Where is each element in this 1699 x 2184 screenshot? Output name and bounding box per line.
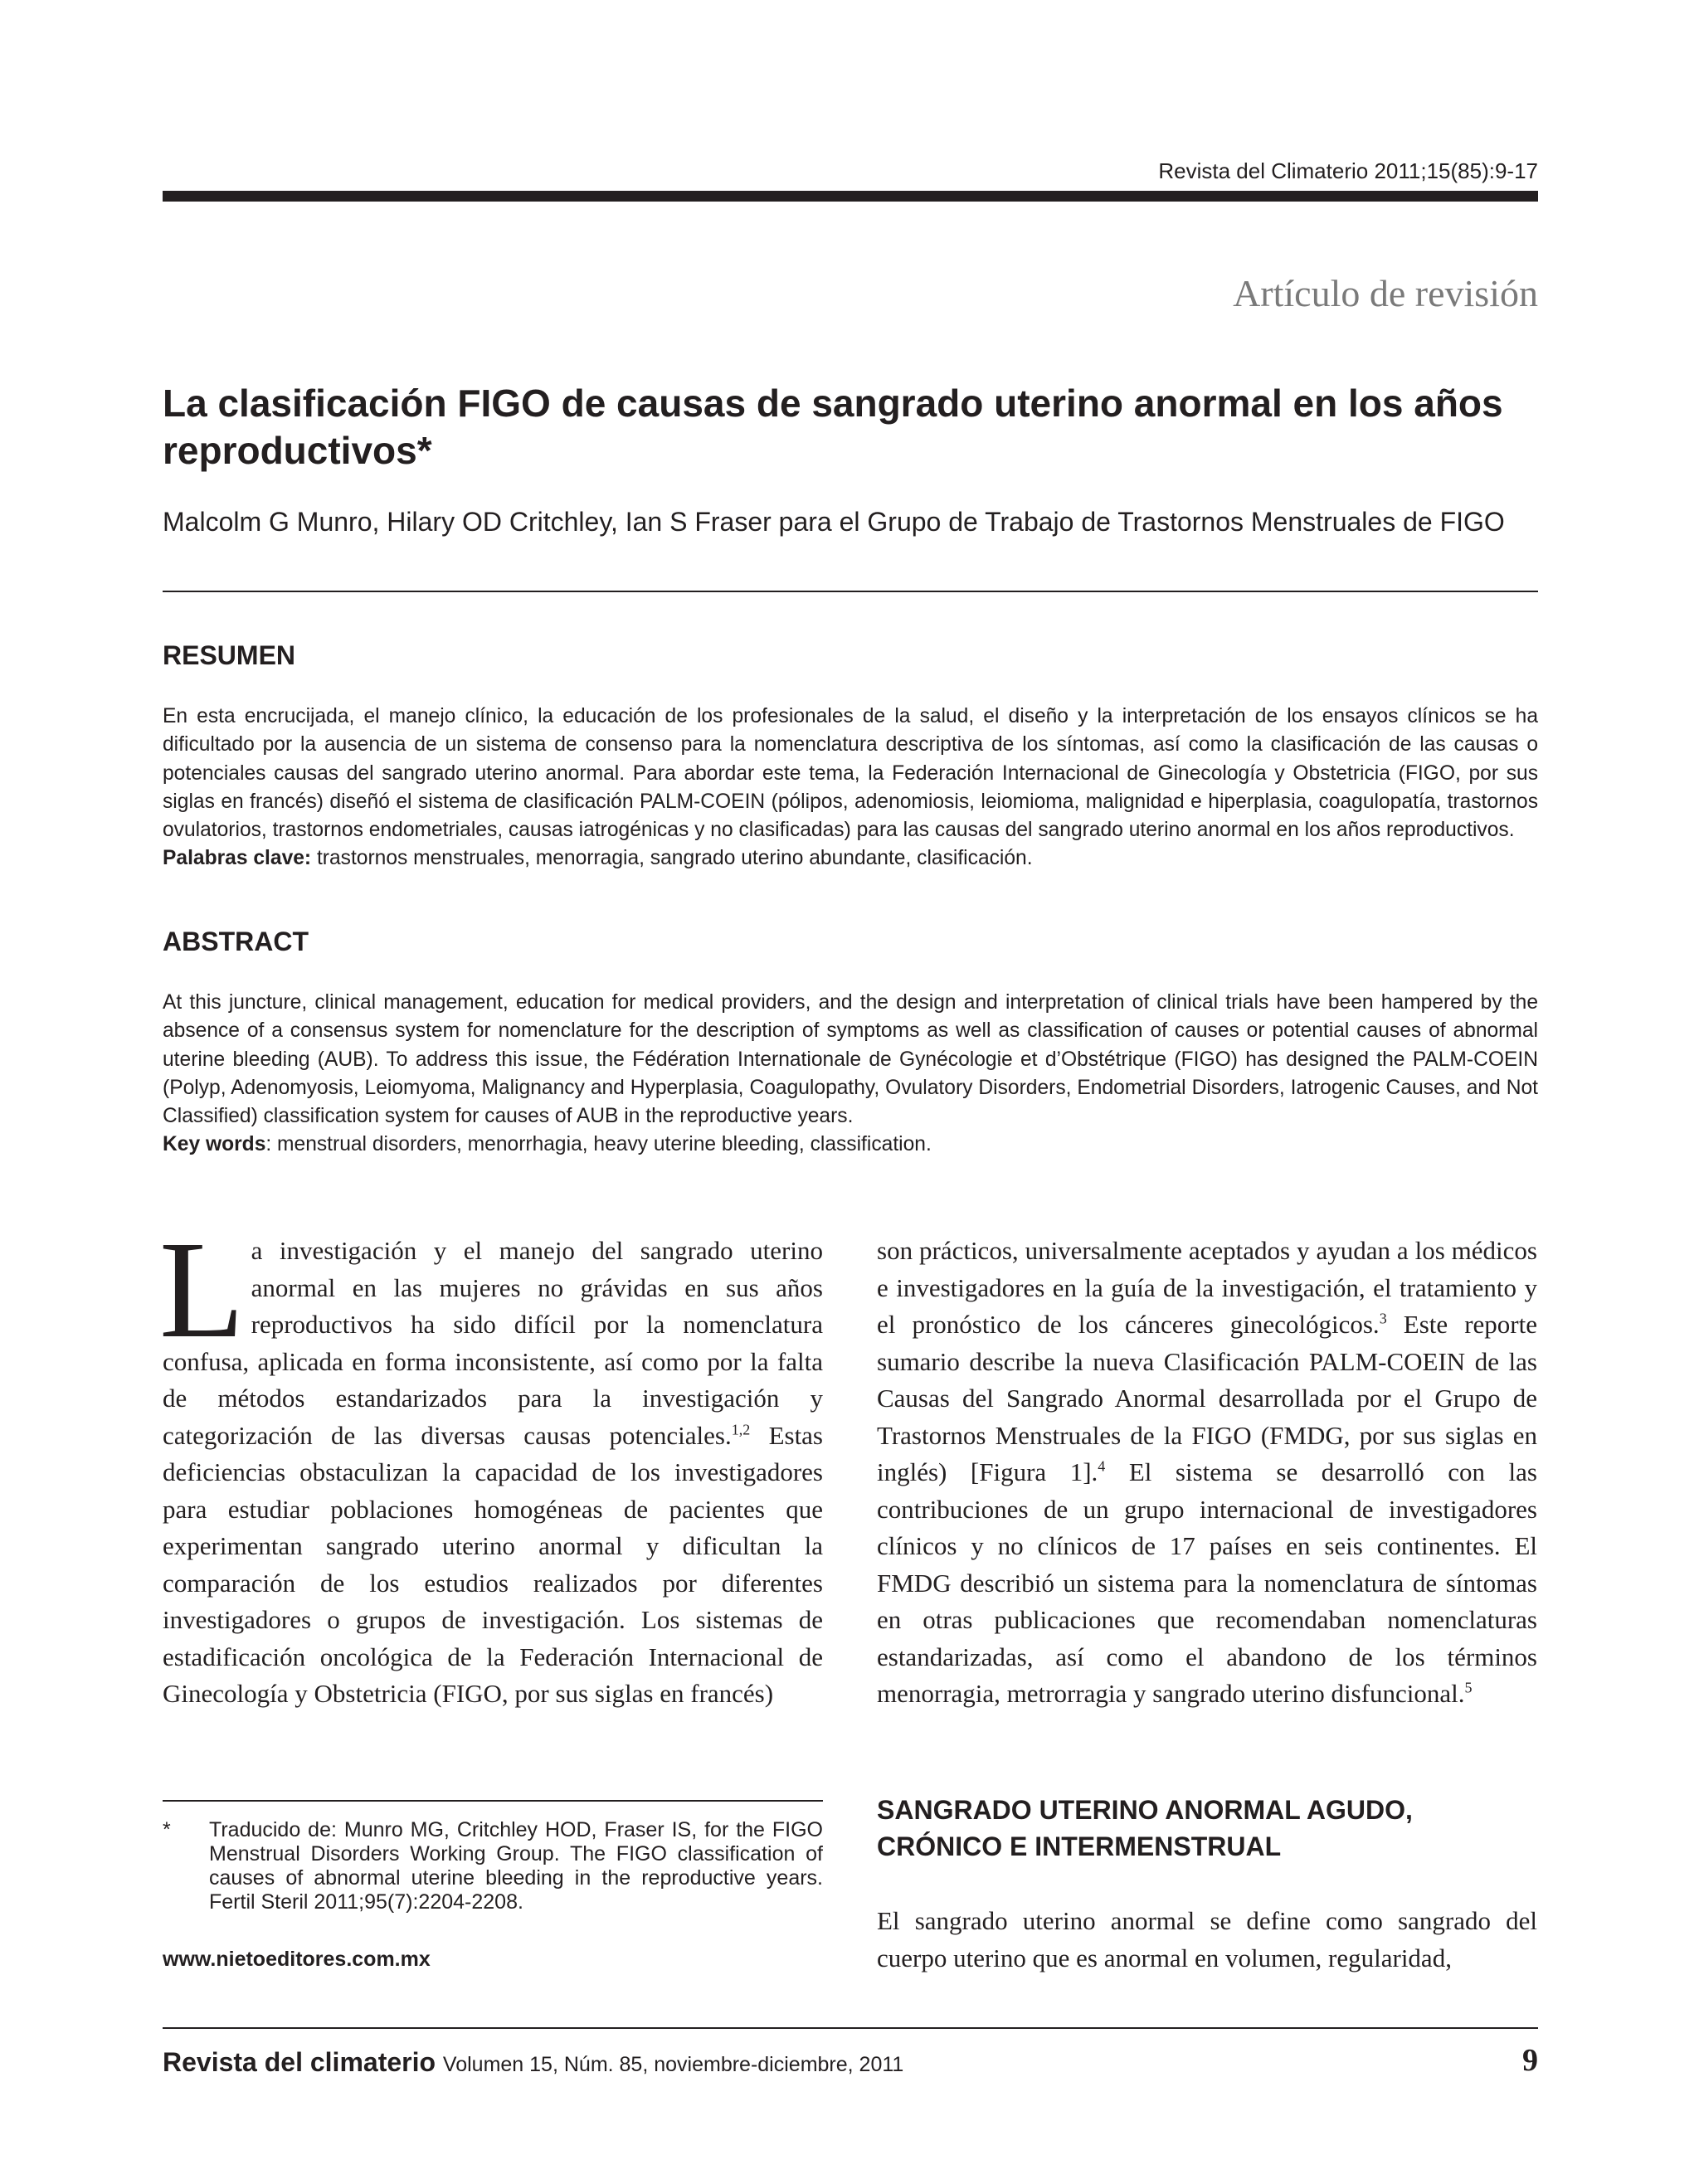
section-heading: SANGRADO UTERINO ANORMAL AGUDO, CRÓNICO E INTERMENSTRUAL [877,1795,1413,1861]
resumen-heading: RESUMEN [163,640,296,670]
footnote [163,1818,823,1914]
section-body-text: El sangrado uterino anormal se define como sangrado del cuerpo uterino que es anormal en volumen, regularidad, [877,1906,1537,1972]
drop-cap: L [159,1213,245,1367]
abstract-block [163,989,1538,1160]
abstract-heading: ABSTRACT [163,927,309,956]
reference-marker[interactable]: 4 [1098,1457,1106,1475]
resumen-keywords: trastornos menstruales, menorragia, sangrado uterino abundante, clasificación. [311,847,1033,870]
footnote-mark: * [163,1818,171,1841]
footer-journal-name: Revista del climaterio [163,2047,436,2077]
footer-citation [163,2045,903,2081]
header-rule [163,191,1538,202]
abstract-keywords: : menstrual disorders, menorrhagia, heavy uterine bleeding, classification. [265,1133,932,1156]
footnote-text: Traducido de: Munro MG, Critchley HOD, Fraser IS, for the FIGO Menstrual Disorders Working Group. The FIGO classification of causes of abnormal uterine bleeding in the reproductive years. Fertil Steril 2011;95(7):2204-2208. [209,1818,823,1914]
body-text: son prácticos, universalmente aceptados y ayudan a los médicos e investigadores en la guía de la investigación, el tratamiento y el pronóstico de los cánceres ginecológicos. [877,1236,1537,1339]
body-text: a investigación y el manejo del sangrado uterino anormal en las mujeres no grávidas en sus años reproductivos ha sido difícil por la nomenclatura confusa, aplicada en forma inconsistente, así como por la falta de métodos estandarizados para la investigación y categorización de las diversas causas potenciales. [163,1236,823,1450]
reference-marker[interactable]: 1,2 [731,1421,751,1438]
body-left-column [159,1213,823,1713]
body-text: El sistema se desarrolló con las contribuciones de un grupo internacional de investigadores clínicos y no clínicos de 17 países en seis continentes. El FMDG describió un sistema para la nomenclatura de síntomas en otras publicaciones que recomendaban nomenclaturas estandarizadas, así como el abandono de los términos menorragia, metrorragia y sangrado uterino disfuncional. [877,1457,1537,1708]
authors-rule [163,591,1538,592]
abstract-keywords-label: Key words [163,1133,266,1156]
running-head: Revista del Climaterio 2011;15(85):9-17 [1158,158,1538,183]
resumen-keywords-label: Palabras clave: [163,847,312,870]
abstract-keywords-line [163,1131,1538,1159]
authors: Malcolm G Munro, Hilary OD Critchley, Ian S Fraser para el Grupo de Trabajo de Trastornos Menstruales de FIGO [163,507,1505,537]
resumen-keywords-line [163,844,1538,873]
reference-marker[interactable]: 5 [1464,1679,1473,1696]
footer-issue: Volumen 15, Núm. 85, noviembre-diciembre, 2011 [442,2053,904,2076]
body-text: Este reporte sumario describe la nueva Clasificación PALM-COEIN de las Causas del Sangrado Anormal desarrollada por el Grupo de Trastornos Menstruales de la FIGO (FMDG, por sus siglas en inglés) [Figura 1]. [877,1310,1537,1486]
footer-rule [163,2027,1538,2029]
page-number: 9 [1522,2043,1538,2078]
body-text: Estas deficiencias obstaculizan la capacidad de los investigadores para estudiar poblaciones homogéneas de pacientes que experimentan sangrado uterino anormal y dificultan la comparación de los estudios realizados por diferentes investigadores o grupos de investigación. Los sistemas de estadificación oncológica de la Federación Internacional de Ginecología y Obstetricia (FIGO, por sus siglas en francés) [163,1420,823,1708]
resumen-text: En esta encrucijada, el manejo clínico, la educación de los profesionales de la salud, el diseño y la interpretación de los ensayos clínicos se ha dificultado por la ausencia de un sistema de consenso para la nomenclatura descriptiva de los síntomas, así como la clasificación de las causas o potenciales causas del sangrado uterino anormal. Para abordar este tema, la Federación Internacional de Ginecología y Obstetricia (FIGO, por sus siglas en francés) diseñó el sistema de clasificación PALM-COEIN (pólipos, adenomiosis, leiomioma, malignidad e hiperplasia, coagulopatía, trastornos ovulatorios, trastornos endometriales, causas iatrogénicas y no clasificadas) para las causas del sangrado uterino anormal en los años reproductivos. [163,705,1538,842]
publisher-url[interactable]: www.nietoeditores.com.mx [163,1948,431,1971]
footnote-rule [163,1800,823,1802]
section-label: Artículo de revisión [1233,272,1538,314]
body-right-column [877,1233,1537,1713]
resumen-block [163,703,1538,873]
abstract-text: At this juncture, clinical management, education for medical providers, and the design and interpretation of clinical trials have been hampered by the absence of a consensus system for nomenclature for the description of symptoms as well as classification of causes or potential causes of abnormal uterine bleeding (AUB). To address this issue, the Fédération Internationale de Gynécologie et d’Obstétrique (FIGO) has designed the PALM-COEIN (Polyp, Adenomyosis, Leiomyoma, Malignancy and Hyperplasia, Coagulopathy, Ovulatory Disorders, Endometrial Disorders, Iatrogenic Causes, and Not Classified) classification system for causes of AUB in the reproductive years. [163,991,1538,1128]
reference-marker[interactable]: 3 [1379,1310,1387,1327]
article-title: La clasificación FIGO de causas de sangrado uterino anormal en los años reproductivos* [163,382,1503,472]
